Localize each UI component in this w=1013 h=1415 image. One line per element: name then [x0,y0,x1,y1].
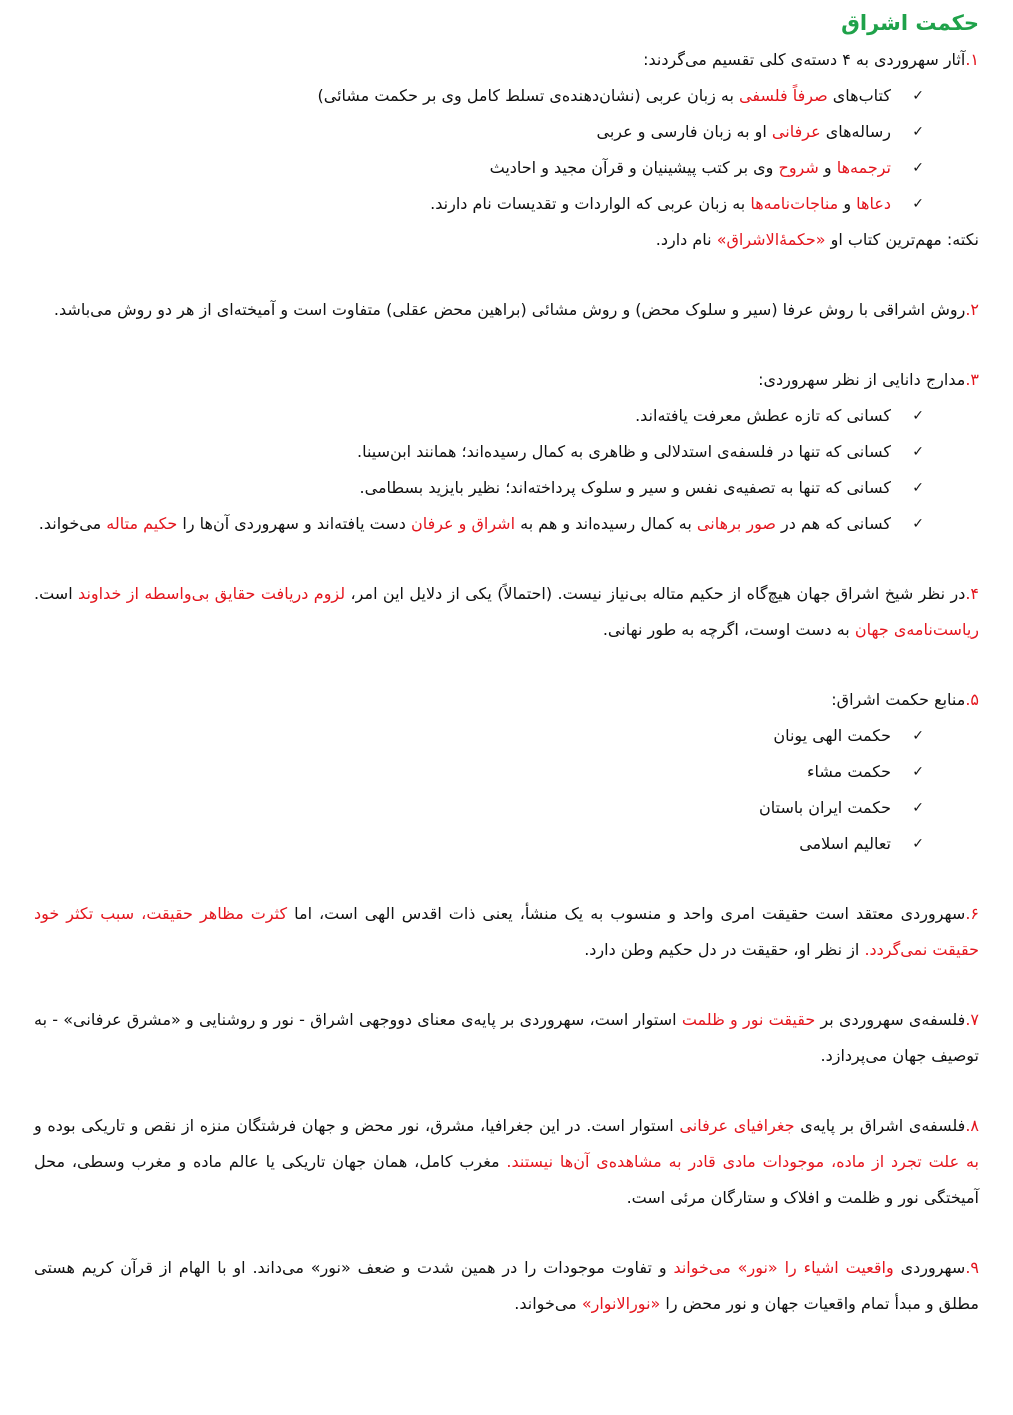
highlight: لزوم دریافت حقایق بی‌واسطه از خداوند [78,584,346,603]
heading-text: مدارج دانایی از نظر سهروردی: [758,370,966,389]
text: کسانی که هم در [775,514,891,533]
text: وی بر کتب پیشینیان و قرآن مجید و احادیث [489,158,779,177]
highlight: حقیقت نور و ظلمت [681,1010,816,1029]
list-item [34,790,979,826]
section-number: ۳. [965,370,979,389]
text: نام دارد. [655,230,717,249]
list-item [34,114,979,150]
section-4 [34,576,979,648]
section-6 [34,896,979,968]
text: فلسفه‌ی اشراق بر پایه‌ی [794,1116,966,1135]
spacer [34,648,979,682]
list-item [34,470,979,506]
text: نکته: مهم‌ترین کتاب او [825,230,979,249]
text: سهروردی [893,1258,966,1277]
highlight: دعاها [856,194,891,213]
text: حکمت مشاء [806,762,891,781]
spacer [34,328,979,362]
text: تعالیم اسلامی [799,834,891,853]
section-2 [34,292,979,328]
list-item [34,150,979,186]
spacer [34,862,979,896]
text: از نظر او، حقیقت در دل حکیم وطن دارد. [584,940,865,959]
list-item [34,506,979,542]
list-item [34,754,979,790]
text: کسانی که تنها به تصفیه‌ی نفس و سیر و سلوک پرداخته‌اند؛ نظیر بایزید بسطامی. [359,478,891,497]
note [34,222,979,258]
text: استوار است، سهروردی بر پایه‌ی معنای دووجهی اشراق - نور و روشنایی و «مشرق عرفانی» - به توصیف جهان می‌پردازد. [34,1010,979,1065]
spacer [34,1216,979,1250]
text: روش اشراقی با روش عرفا (سیر و سلوک محض) و روش مشائی (براهین محض عقلی) متفاوت است و آمیخته‌ای از هر دو روش می‌باشد. [53,300,966,319]
text: او به زبان فارسی و عربی [596,122,772,141]
section-9 [34,1250,979,1322]
bullet-list [34,78,979,222]
section-8 [34,1108,979,1216]
check-icon: ✓ [912,408,924,424]
text: حکمت ایران باستان [759,798,891,817]
check-icon: ✓ [912,836,924,852]
text: در نظر شیخ اشراق جهان هیچ‌گاه از حکیم متاله بی‌نیاز نیست. (احتمالاً) یکی از دلایل این امر، [345,584,966,603]
section-number: ۲. [965,300,979,319]
section-number: ۶. [965,904,979,923]
text: است. [34,584,79,603]
highlight: حکیم متاله [106,514,178,533]
check-icon: ✓ [912,800,924,816]
text: به دست اوست، اگرچه به طور نهانی. [602,620,855,639]
highlight: کثرت مظاهر حقیقت، سبب تکثر خود حقیقت نمی‌گردد. [34,904,979,959]
check-icon: ✓ [912,444,924,460]
section-number: ۹. [965,1258,980,1277]
text: و تفاوت موجودات را در همین شدت و ضعف «نور» می‌داند. او با الهام از قرآن کریم هستی مطلق و مبدأ تمام واقعیات جهان و نور محض را [34,1258,979,1313]
text: دست یافته‌اند و سهروردی آن‌ها را [177,514,411,533]
list-item [34,186,979,222]
highlight: ریاست‌نامه‌ی جهان [854,620,979,639]
highlight: شروح [778,158,819,177]
check-icon: ✓ [912,88,924,104]
section-heading [34,682,979,718]
highlight: به علت تجرد از ماده، موجودات مادی قادر به مشاهده‌ی آن‌ها نیستند. [506,1152,980,1171]
text: به زبان عربی (نشان‌دهنده‌ی تسلط کامل وی بر حکمت مشائی) [317,86,740,105]
highlight: اشراق و عرفان [410,514,516,533]
list-item [34,398,979,434]
text: و [838,194,857,213]
highlight: صرفاً فلسفی [739,86,828,105]
bullet-list [34,398,979,542]
list-item [34,434,979,470]
highlight: مناجات‌نامه‌ها [750,194,839,213]
spacer [34,968,979,1002]
highlight: صور برهانی [696,514,776,533]
check-icon: ✓ [912,728,924,744]
check-icon: ✓ [912,160,924,176]
list-item [34,718,979,754]
section-number: ۴. [965,584,980,603]
spacer [34,258,979,292]
heading-text: منابع حکمت اشراق: [831,690,966,709]
check-icon: ✓ [912,516,924,532]
spacer [34,542,979,576]
section-number: ۷. [965,1010,979,1029]
text: و [818,158,837,177]
text: می‌خواند. [38,514,107,533]
section-heading [34,362,979,398]
highlight: عرفانی [771,122,821,141]
check-icon: ✓ [912,196,924,212]
text: حکمت الهی یونان [773,726,891,745]
text: کتاب‌های [827,86,891,105]
highlight: جغرافیای عرفانی [679,1116,795,1135]
text: به کمال رسیده‌اند و هم به [515,514,697,533]
text: سهروردی معتقد است حقیقت امری واحد و منسوب به یک منشأ، یعنی ذات اقدس الهی است، اما [287,904,966,923]
text: کسانی که تازه عطش معرفت یافته‌اند. [635,406,891,425]
highlight: «حکمهٔ‌الاشراق» [716,230,826,249]
highlight: واقعیت اشیاء را «نور» می‌خواند [673,1258,894,1277]
section-7 [34,1002,979,1074]
section-1 [34,42,979,258]
spacer [34,1074,979,1108]
check-icon: ✓ [912,124,924,140]
section-heading [34,42,979,78]
section-5 [34,682,979,862]
text: فلسفه‌ی سهروردی بر [815,1010,966,1029]
text: می‌خواند. [514,1294,582,1313]
text: رساله‌های [820,122,891,141]
text: استوار است. در این جغرافیا، مشرق، نور محض و جهان فرشتگان منزه از نقص و تاریکی بوده و [34,1116,680,1135]
text: به زبان عربی که الواردات و تقدیسات نام دارند. [430,194,751,213]
bullet-list [34,718,979,862]
text: کسانی که تنها در فلسفه‌ی استدلالی و ظاهری به کمال رسیده‌اند؛ همانند ابن‌سینا. [357,442,891,461]
page-title: حکمت اشراق [841,11,979,35]
highlight: «نورالانوار» [581,1294,661,1313]
check-icon: ✓ [912,764,924,780]
highlight: ترجمه‌ها [836,158,891,177]
section-3 [34,362,979,542]
text: مغرب کامل، همان جهان تاریکی یا عالم ماده و مغرب وسطی، محل آمیختگی نور و ظلمت و افلاک و ستارگان مرئی است. [34,1152,979,1207]
heading-text: آثار سهروردی به ۴ دسته‌ی کلی تقسیم می‌گردند: [643,50,966,69]
check-icon: ✓ [912,480,924,496]
list-item [34,826,979,862]
section-number: ۸. [965,1116,980,1135]
list-item [34,78,979,114]
section-number: ۵. [965,690,979,709]
section-number: ۱. [965,50,979,69]
